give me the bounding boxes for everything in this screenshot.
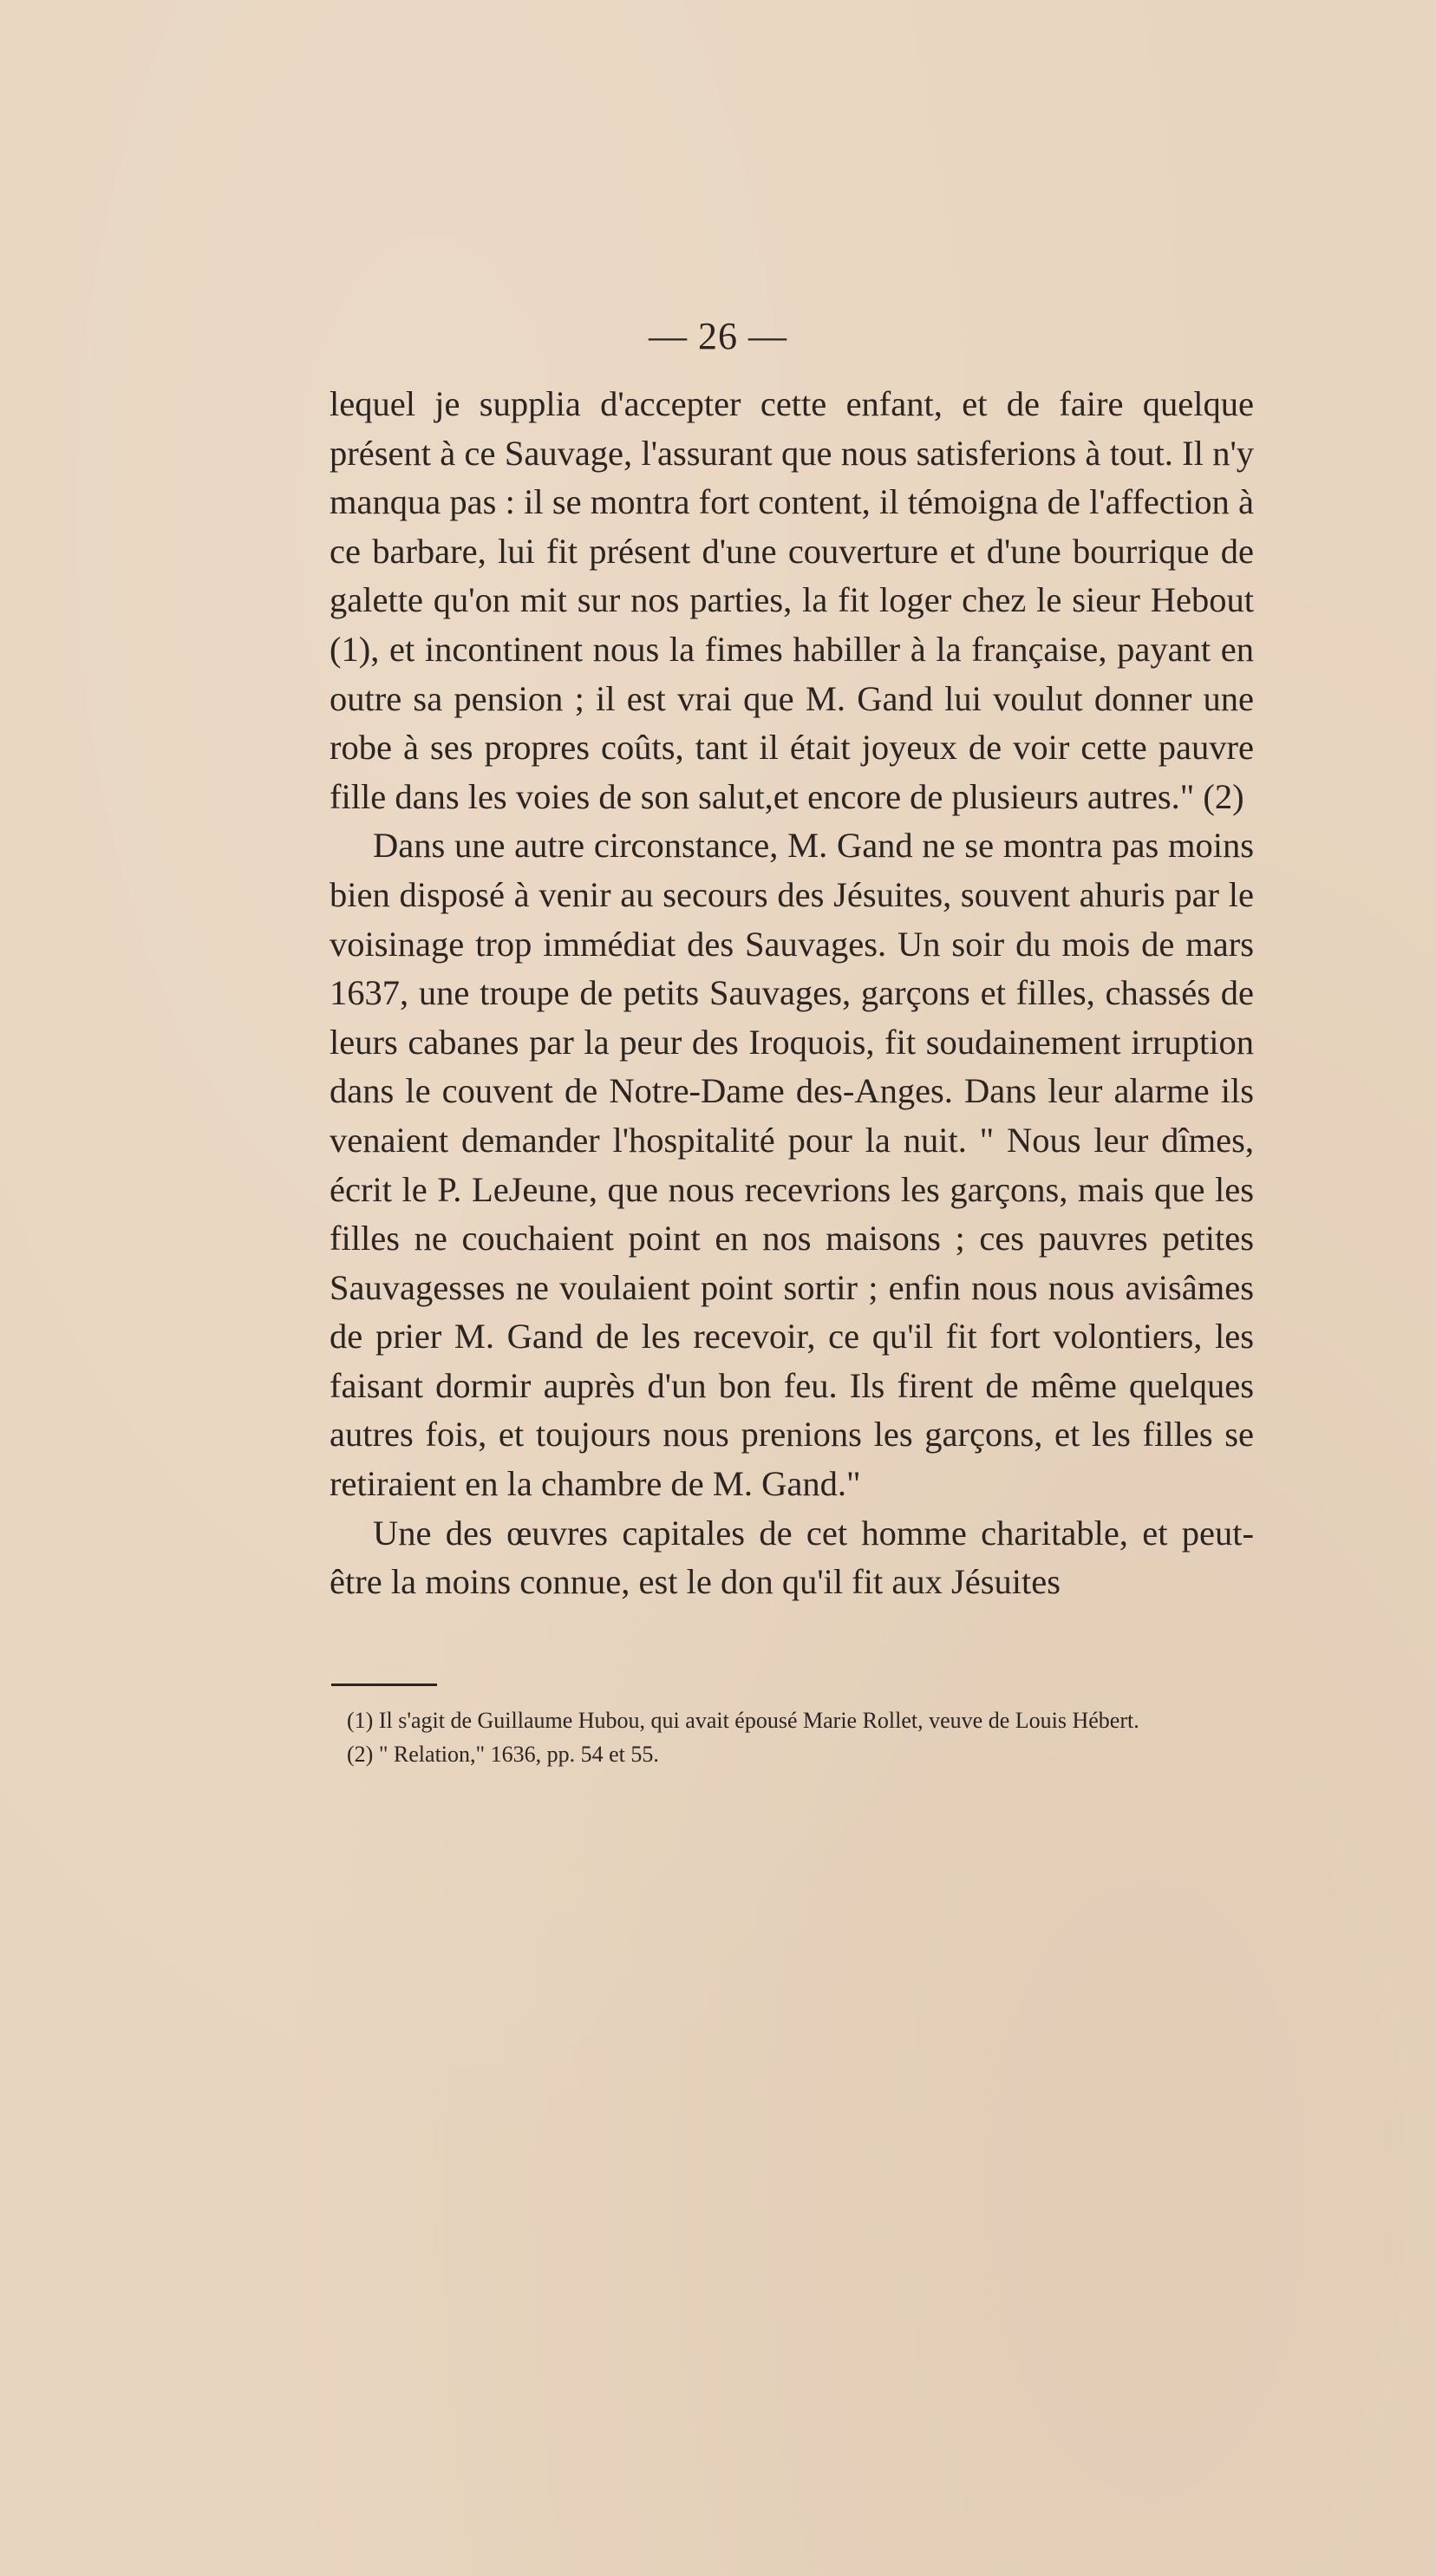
paragraph-1: lequel je supplia d'accepter cette enfant, et de faire quelque présent à ce Sauvage, l'assurant que nous satisferions à tout. Il n'y manqua pas : il se montra fort content, il témoigna de l'affection à ce barbare, lui fit présent d'une couverture et d'une bourrique de galette qu'on mit sur nos parties, la fit loger chez le sieur Hebout (1), et incontinent nous la fimes habiller à la française, payant en outre sa pension ; il est vrai que M. Gand lui voulut donner une robe à ses propres coûts, tant il était joyeux de voir cette pauvre fille dans les voies de son salut,et encore de plusieurs autres." (2) [330, 384, 1254, 816]
footnote-1: (1) Il s'agit de Guillaume Hubou, qui avait épousé Marie Rollet, veuve de Louis Hébert. [347, 1708, 1139, 1733]
body-text [330, 380, 1254, 1607]
footnote-2: (2) " Relation," 1636, pp. 54 et 55. [347, 1742, 659, 1767]
footnote-divider [331, 1684, 437, 1686]
page-number: — 26 — [649, 315, 787, 357]
paragraph-2: Dans une autre circonstance, M. Gand ne se montra pas moins bien disposé à venir au secours des Jésuites, souvent ahuris par le voisinage trop immédiat des Sauvages. Un soir du mois de mars 1637, une troupe de petits Sauvages, garçons et filles, chassés de leurs cabanes par la peur des Iroquois, fit soudainement irruption dans le couvent de Notre-Dame des-Anges. Dans leur alarme ils venaient demander l'hospitalité pour la nuit. " Nous leur dîmes, écrit le P. LeJeune, que nous recevrions les garçons, mais que les filles ne couchaient point en nos maisons ; ces pauvres petites Sauvagesses ne voulaient point sortir ; enfin nous nous avisâmes de prier M. Gand de les recevoir, ce qu'il fit fort volontiers, les faisant dormir auprès d'un bon feu. Ils firent de même quelques autres fois, et toujours nous prenions les garçons, et les filles se retiraient en la chambre de M. Gand." [330, 826, 1254, 1504]
paragraph-3: Une des œuvres capitales de cet homme charitable, et peut-être la moins connue, est le don qu'il fit aux Jésuites [330, 1513, 1254, 1602]
footnotes [347, 1703, 1249, 1771]
